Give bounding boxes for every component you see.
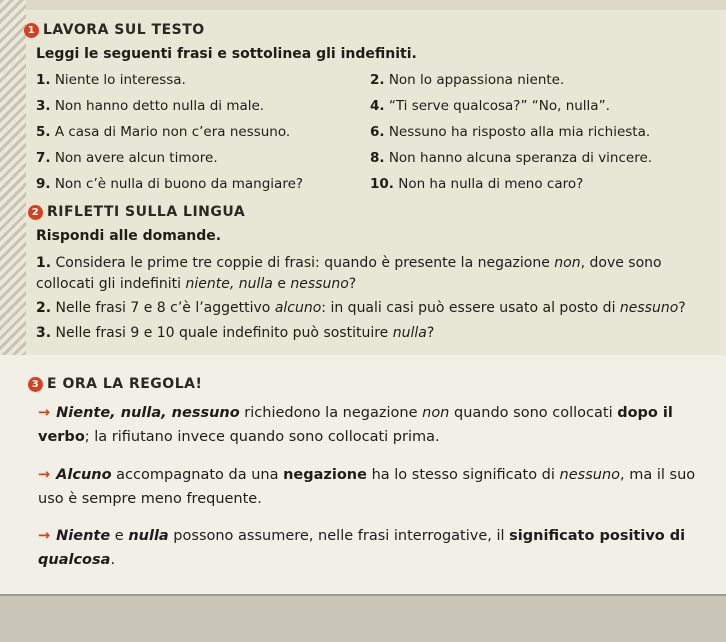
exercise-item-4: 4. “Ti serve qualcosa?” “No, nulla”. [370, 98, 610, 114]
exercise-item-9: 9. Non c’è nulla di buono da mangiare? [36, 176, 304, 192]
section1-instruction: Leggi le seguenti frasi e sottolinea gli indefiniti. [36, 46, 417, 62]
exercise-item-3: 3. Non hanno detto nulla di male. [36, 98, 265, 114]
exercise-item-2: 2. Non lo appassiona niente. [370, 72, 565, 88]
section3-badge: 3 [28, 377, 43, 392]
section2-instruction: Rispondi alle domande. [36, 228, 222, 244]
section2-badge: 2 [28, 205, 43, 220]
rule-2: → Alcuno accompagnato da una negazione ha lo stesso significato di nessuno, ma il suo uso è sempre meno frequente. [38, 467, 696, 507]
rule-1: → Niente, nulla, nessuno richiedono la negazione non quando sono collocati dopo il verbo; la rifiutano invece quando sono collocati prima. [38, 405, 673, 445]
exercise-item-8: 8. Non hanno alcuna speranza di vincere. [370, 150, 653, 166]
section3-heading [28, 376, 202, 392]
exercise-item-6: 6. Nessuno ha risposto alla mia richiesta. [370, 124, 651, 140]
arrow-icon: → [38, 405, 51, 421]
exercise-item-1: 1. Niente lo interessa. [36, 72, 186, 88]
top-band [26, 0, 726, 10]
section2-title: RIFLETTI SULLA LINGUA [47, 204, 246, 220]
section2-heading [28, 204, 245, 220]
section1-heading [24, 22, 205, 38]
exercise-item-5: 5. A casa di Mario non c’era nessuno. [36, 124, 291, 140]
question-2: 2. Nelle frasi 7 e 8 c’è l’aggettivo alcuno: in quali casi può essere usato al posto di nessuno? [36, 300, 686, 316]
arrow-icon: → [38, 467, 51, 483]
section1-badge: 1 [24, 23, 39, 38]
section3-title: E ORA LA REGOLA! [47, 376, 203, 392]
exercise-item-10: 10. Non ha nulla di meno caro? [370, 176, 584, 192]
rule-3: → Niente e nulla possono assumere, nelle frasi interrogative, il significato positivo di qualcosa. [38, 528, 686, 568]
exercise-item-7: 7. Non avere alcun timore. [36, 150, 218, 166]
question-1: 1. Considera le prime tre coppie di frasi: quando è presente la negazione non, dove sono collocati gli indefiniti niente, nulla e nessuno? [36, 255, 662, 292]
bottom-band [0, 596, 726, 642]
section1-title: LAVORA SUL TESTO [43, 22, 205, 38]
question-3: 3. Nelle frasi 9 e 10 quale indefinito può sostituire nulla? [36, 325, 435, 341]
decorative-stripes [0, 0, 26, 400]
arrow-icon: → [38, 528, 51, 544]
